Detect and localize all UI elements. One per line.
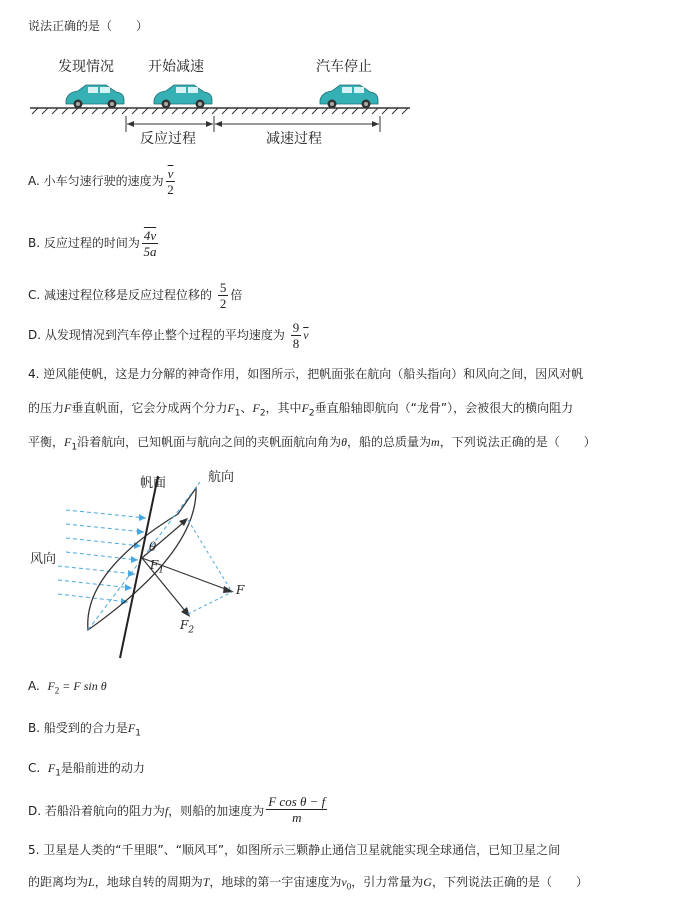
- car-icon-3: [320, 85, 378, 109]
- label-theta: θ: [149, 540, 157, 554]
- q4-option-c: C. $F_1$是船前进的动力: [28, 761, 145, 779]
- sail-svg: [28, 462, 268, 662]
- label-discover: 发现情况: [58, 59, 114, 75]
- label-brake: 减速过程: [266, 131, 322, 147]
- road-svg: [28, 50, 428, 150]
- label-F2: $F_2$: [180, 618, 195, 636]
- car-icon-2: [154, 85, 212, 109]
- q3-option-b: B. 反应过程的时间为 $\frac{4v}{5a}$: [28, 228, 157, 259]
- q4-stem-line2: 的压力F垂直帆面，它会分成两个分力$F_1$、$F_2$，其中$F_2$垂直船轴即航向（“龙骨”），会被很大的横向阻力: [28, 401, 574, 419]
- q4-stem-line3: 平衡，$F_1$沿着航向，已知帆面与航向之间的夹帆面航向角为θ，船的总质量为m，下列说法正确的是（ ）: [28, 435, 596, 453]
- label-sail: 帆面: [140, 476, 167, 491]
- q3-option-c: C. 减速过程位移是反应过程位移的 $\frac{5}{2}$ 倍: [28, 280, 243, 311]
- q5-stem-line2: 的距离均为L，地球自转的周期为T，地球的第一宇宙速度为$v_0$，引力常量为G，下列说法正确的是（ ）: [28, 875, 588, 892]
- q4-option-a: A. $F_2 = F$ sin θ: [28, 679, 107, 696]
- label-reaction: 反应过程: [140, 131, 196, 147]
- label-start-brake: 开始减速: [148, 59, 204, 75]
- car-icon-1: [66, 85, 124, 109]
- q4-sail-diagram: [28, 462, 268, 662]
- q4-stem-line1: 4. 逆风能使帆，这是力分解的神奇作用，如图所示，把帆面张在航向（船头指向）和风向之间，因风对帆: [28, 367, 584, 381]
- q4-option-d: D. 若船沿着航向的阻力为f，则船的加速度为 $\frac{\text{F cos θ − f}}{m}$: [28, 794, 326, 825]
- q4-option-b: B. 船受到的合力是$F_1$: [28, 721, 141, 739]
- q3-option-a: A. 小车匀速行驶的速度为 $\frac{\overline{v}}{2}$: [28, 166, 174, 197]
- label-F1: $F_1$: [150, 558, 165, 576]
- q3-car-diagram: [28, 50, 428, 150]
- q3-stem-tail: 说法正确的是（ ）: [28, 19, 149, 33]
- label-wind: 风向: [30, 552, 57, 567]
- label-heading: 航向: [208, 470, 235, 485]
- label-stop: 汽车停止: [316, 59, 372, 75]
- label-F: F: [236, 583, 245, 597]
- q5-stem-line1: 5. 卫星是人类的“千里眼”、“顺风耳”，如图所示三颗静止通信卫星就能实现全球通信，已知卫星之间: [28, 843, 561, 857]
- q3-option-d: D. 从发现情况到汽车停止整个过程的平均速度为 $\frac{9}{8}$ $\overline{v}$: [28, 320, 309, 351]
